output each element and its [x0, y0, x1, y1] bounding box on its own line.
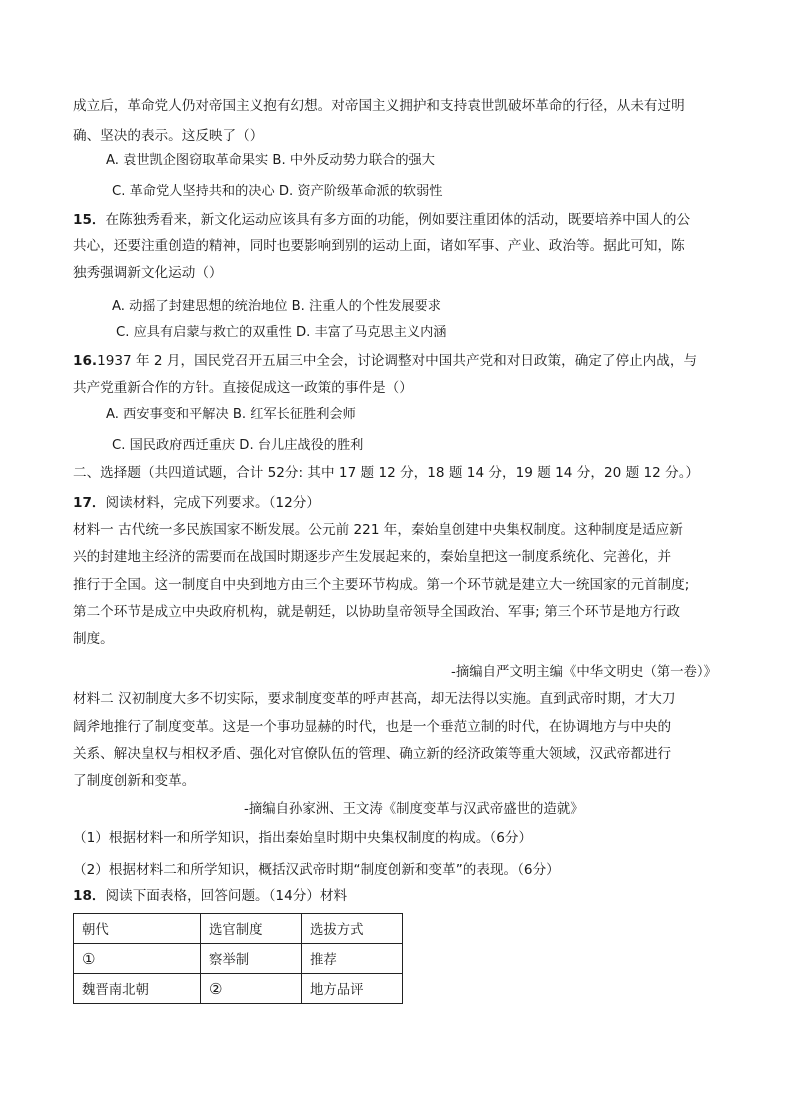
q18-intro: 阅读下面表格，回答问题。（14分）材料: [105, 888, 348, 904]
q15-number: 15．: [73, 212, 106, 228]
q18-number: 18．: [73, 888, 106, 904]
table-header-row: [74, 914, 403, 944]
q17-subquestion-1: （1）根据材料一和所学知识，指出秦始皇时期中央集权制度的构成。（6分）: [73, 830, 533, 846]
q16-options-cd: C. 国民政府西迁重庆 D. 台儿庄战役的胜利: [112, 438, 364, 453]
q16-stem-line-2: 共产党重新合作的方针。直接促成这一政策的事件是（）: [73, 380, 413, 396]
q16-number: 16.: [73, 353, 98, 369]
q17-material-2-source: -摘编自孙家洲、王文涛《制度变革与汉武帝盛世的造就》: [244, 802, 584, 817]
q17-material-2-line-3: 关系、解决皇权与相权矛盾、强化对官僚队伍的管理、确立新的经济政策等重大领域，汉武帝都进行: [73, 746, 672, 762]
table-cell: 地方品评: [302, 974, 403, 1004]
q17-material-1-line-3: 推行于全国。这一制度自中央到地方由三个主要环节构成。第一个环节就是建立大一统国家的元首制度;: [73, 577, 690, 593]
q15-stem-line-1: [73, 210, 690, 230]
q16-stem-line-1: [73, 351, 697, 371]
q18-table: [73, 913, 403, 1004]
q18-intro-line: [73, 886, 347, 906]
q17-subquestion-2: （2）根据材料二和所学知识，概括汉武帝时期“制度创新和变革”的表现。（6分）: [73, 862, 560, 878]
table-cell: 魏晋南北朝: [74, 974, 201, 1004]
q16-options-ab: A. 西安事变和平解决 B. 红军长征胜利会师: [106, 407, 356, 422]
q14-stem-line-2: 确、坚决的表示。这反映了（）: [73, 128, 264, 144]
table-cell: ②: [201, 974, 302, 1004]
q17-material-1-source: -摘编自严文明主编《中华文明史（第一卷）》: [451, 665, 717, 680]
q15-stem-line-2: 共心，还要注重创造的精神，同时也要影响到别的运动上面，诸如军事、产业、政治等。据此可知，陈: [73, 238, 685, 254]
q15-stem-line-3: 独秀强调新文化运动（）: [73, 265, 223, 281]
q17-material-2-line-2: 阔斧地推行了制度变革。这是一个事功显赫的时代，也是一个垂范立制的时代，在协调地方与中央的: [73, 719, 672, 735]
section-2-heading: 二、选择题（共四道试题，合计 52分: 其中 17 题 12 分，18 题 14 分，19 题 14 分，20 题 12 分。）: [73, 465, 700, 481]
table-header-cell: 选官制度: [201, 914, 302, 944]
q14-stem-line-1: 成立后，革命党人仍对帝国主义抱有幻想。对帝国主义拥护和支持袁世凯破坏革命的行径，从未有过明: [73, 98, 685, 114]
table-header-cell: 选拔方式: [302, 914, 403, 944]
q17-material-2-line-4: 了制度创新和变革。: [73, 773, 196, 789]
q15-options-cd: C. 应具有启蒙与救亡的双重性 D. 丰富了马克思主义内涵: [116, 325, 447, 340]
table-cell: 推荐: [302, 944, 403, 974]
table-row: [74, 944, 403, 974]
q17-intro: 阅读材料，完成下列要求。（12分）: [105, 495, 320, 511]
q16-stem-text-1: 1937 年 2 月，国民党召开五届三中全会，讨论调整对中国共产党和对日政策，确定了停止内战，与: [97, 353, 698, 369]
table-cell: 察举制: [201, 944, 302, 974]
q17-number: 17．: [73, 495, 106, 511]
q17-intro-line: [73, 493, 320, 513]
table-cell: ①: [74, 944, 201, 974]
table-row: [74, 974, 403, 1004]
q17-material-1-line-2: 兴的封建地主经济的需要而在战国时期逐步产生发展起来的，秦始皇把这一制度系统化、完善化，并: [73, 549, 672, 565]
q17-material-1-line-4: 第二个环节是成立中央政府机构，就是朝廷，以协助皇帝领导全国政治、军事; 第三个环节是地方行政: [73, 604, 681, 620]
table-header-cell: 朝代: [74, 914, 201, 944]
q14-options-ab: A. 袁世凯企图窃取革命果实 B. 中外反动势力联合的强大: [106, 153, 435, 168]
q17-material-2-line-1: 材料二 汉初制度大多不切实际，要求制度变革的呼声甚高，却无法得以实施。直到武帝时期，才大刀: [73, 691, 676, 707]
q15-options-ab: A. 动摇了封建思想的统治地位 B. 注重人的个性发展要求: [112, 299, 441, 314]
q17-material-1-line-1: 材料一 古代统一多民族国家不断发展。公元前 221 年，秦始皇创建中央集权制度。这种制度是适应新: [73, 522, 683, 538]
q15-stem-text-1: 在陈独秀看来，新文化运动应该具有多方面的功能，例如要注重团体的活动，既要培养中国人的公: [105, 212, 691, 228]
q17-material-1-line-5: 制度。: [73, 631, 114, 647]
q14-options-cd: C. 革命党人坚持共和的决心 D. 资产阶级革命派的软弱性: [112, 184, 443, 199]
